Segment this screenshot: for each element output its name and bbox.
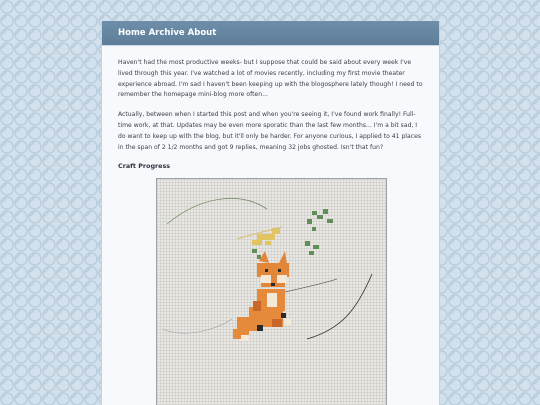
nav-home-link[interactable]: Home [118, 28, 146, 38]
cross-stitch-illustration [157, 179, 386, 405]
nav-about-link[interactable]: About [187, 28, 217, 38]
nav-archive-link[interactable]: Archive [148, 28, 185, 38]
section-heading: Craft Progress [118, 162, 171, 171]
nav-bar [102, 21, 439, 46]
post-content [102, 46, 439, 405]
blog-page [101, 21, 440, 405]
post-paragraph-1: Haven't had the most productive weeks- but I suppose that could be said about every week I've lived through this year. I've watched a lot of movies recently, including my first movie theater experience abroad. I'm sad I haven't been keeping up with the blogosphere lately though! I need to remember the homepage mini-blog more often... [118, 59, 423, 99]
cross-stitch-fox-photo [156, 178, 387, 405]
post-paragraph-2: Actually, between when I started this post and when you're seeing it, I've found work finally! Full-time work, at that. Updates may be even more sporatic than the last few months... I'm a bit sad, I do want to keep up with the blog, but it'll only be harder. For anyone curious, I applied to 41 places in the span of 2 1/2 months and got 9 replies, meaning 32 jobs ghosted. Isn't that fun? [118, 111, 422, 151]
